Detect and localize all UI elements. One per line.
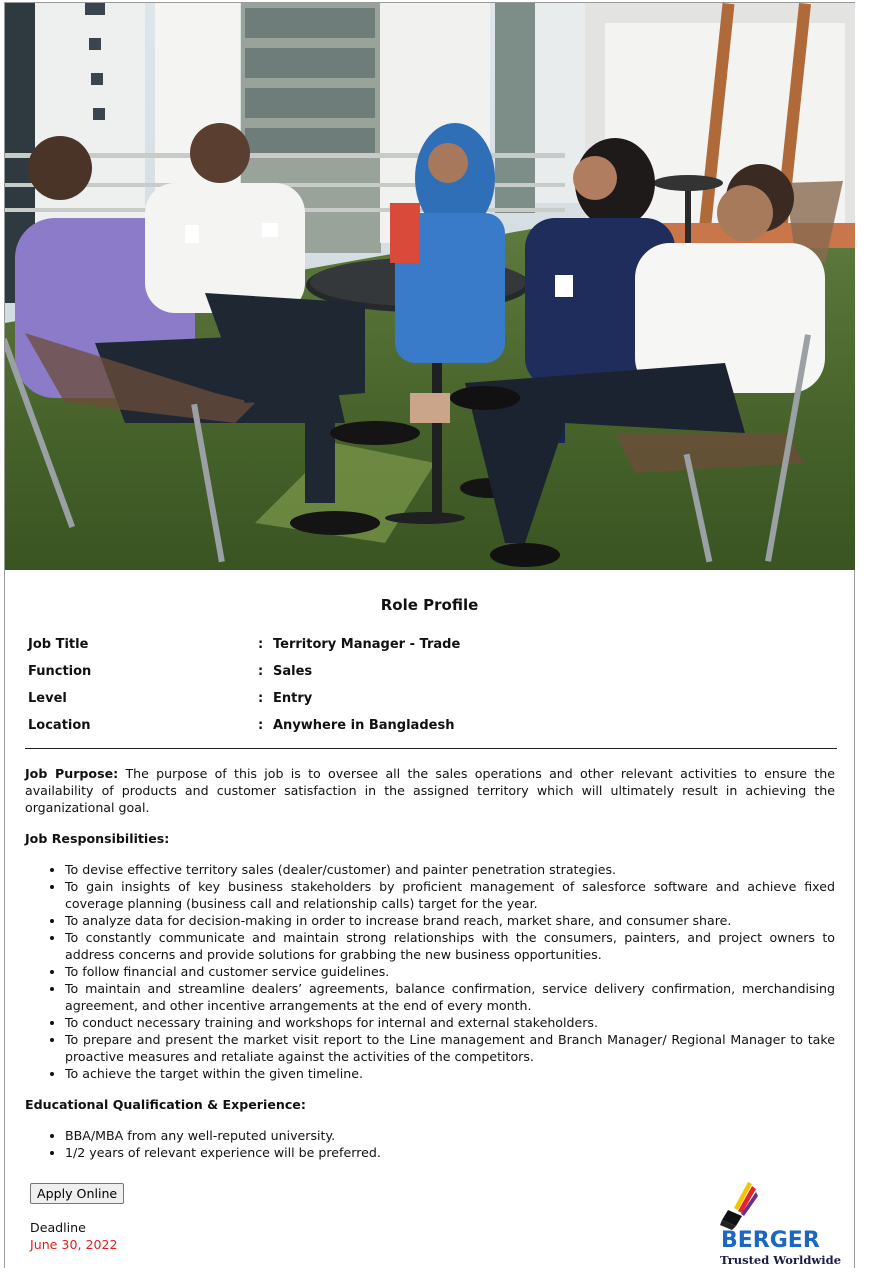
list-item: • To follow financial and customer service guidelines.	[65, 963, 835, 980]
list-item: • To devise effective territory sales (dealer/customer) and painter penetration strategies.	[65, 861, 835, 878]
profile-label: Level	[28, 691, 67, 706]
profile-separator: :	[258, 664, 264, 679]
job-purpose-label: Job Purpose:	[25, 766, 119, 781]
role-profile-title: Role Profile	[380, 596, 479, 614]
hero-photo-illustration	[5, 3, 855, 570]
hero-photo	[5, 3, 855, 570]
apply-online-button[interactable]: Apply Online	[30, 1183, 124, 1204]
list-item: • To conduct necessary training and workshops for internal and external stakeholders.	[65, 1014, 835, 1031]
profile-separator: :	[258, 691, 264, 706]
deadline-date: June 30, 2022	[30, 1237, 118, 1252]
job-purpose	[25, 765, 835, 816]
responsibilities-heading: Job Responsibilities:	[25, 831, 170, 846]
list-item: • To constantly communicate and maintain strong relationships with the consumers, painters, and project owners to address concerns and provide solutions for grabbing the new business opportunities.	[65, 929, 835, 963]
profile-label: Job Title	[28, 637, 89, 652]
job-purpose-text: The purpose of this job is to oversee all the sales operations and other relevant activities to ensure the availability of products and customer satisfaction in the assigned territory which will ultimately result in achieving the organizational goal.	[25, 766, 835, 815]
section-divider	[25, 748, 837, 749]
profile-value: Entry	[273, 691, 313, 706]
profile-value: Sales	[273, 664, 313, 679]
list-item: • To achieve the target within the given timeline.	[65, 1065, 835, 1082]
list-item: • BBA/MBA from any well-reputed university.	[65, 1127, 835, 1144]
list-item: • To gain insights of key business stakeholders by proficient management of salesforce software and achieve fixed coverage planning (business call and relationship calls) target for the year.	[65, 878, 835, 912]
profile-value: Territory Manager - Trade	[273, 637, 461, 652]
profile-label: Function	[28, 664, 92, 679]
profile-separator: :	[258, 637, 264, 652]
list-item: • To analyze data for decision-making in order to increase brand reach, market share, and consumer share.	[65, 912, 835, 929]
list-item: • 1/2 years of relevant experience will be preferred.	[65, 1144, 835, 1161]
profile-value: Anywhere in Bangladesh	[273, 718, 455, 733]
logo-tagline: Trusted Worldwide	[720, 1253, 842, 1267]
profile-label: Location	[28, 718, 91, 733]
job-description	[25, 765, 835, 1161]
list-item: • To prepare and present the market visit report to the Line management and Branch Manager/ Regional Manager to take proactive measures and retaliate against the activities of the competitors.	[65, 1031, 835, 1065]
list-item: • To maintain and streamline dealers’ agreements, balance confirmation, service delivery confirmation, merchandising agreement, and other incentive arrangements at the end of every month.	[65, 980, 835, 1014]
qualifications-list	[25, 1127, 835, 1161]
qualifications-heading: Educational Qualification & Experience:	[25, 1097, 306, 1112]
responsibilities-list	[25, 861, 835, 1082]
profile-separator: :	[258, 718, 264, 733]
logo-wordmark: BERGER	[721, 1228, 820, 1253]
berger-logo	[718, 1180, 842, 1272]
deadline-label: Deadline	[30, 1220, 86, 1235]
paint-brush-icon	[720, 1180, 760, 1230]
job-post-card	[4, 2, 855, 1268]
